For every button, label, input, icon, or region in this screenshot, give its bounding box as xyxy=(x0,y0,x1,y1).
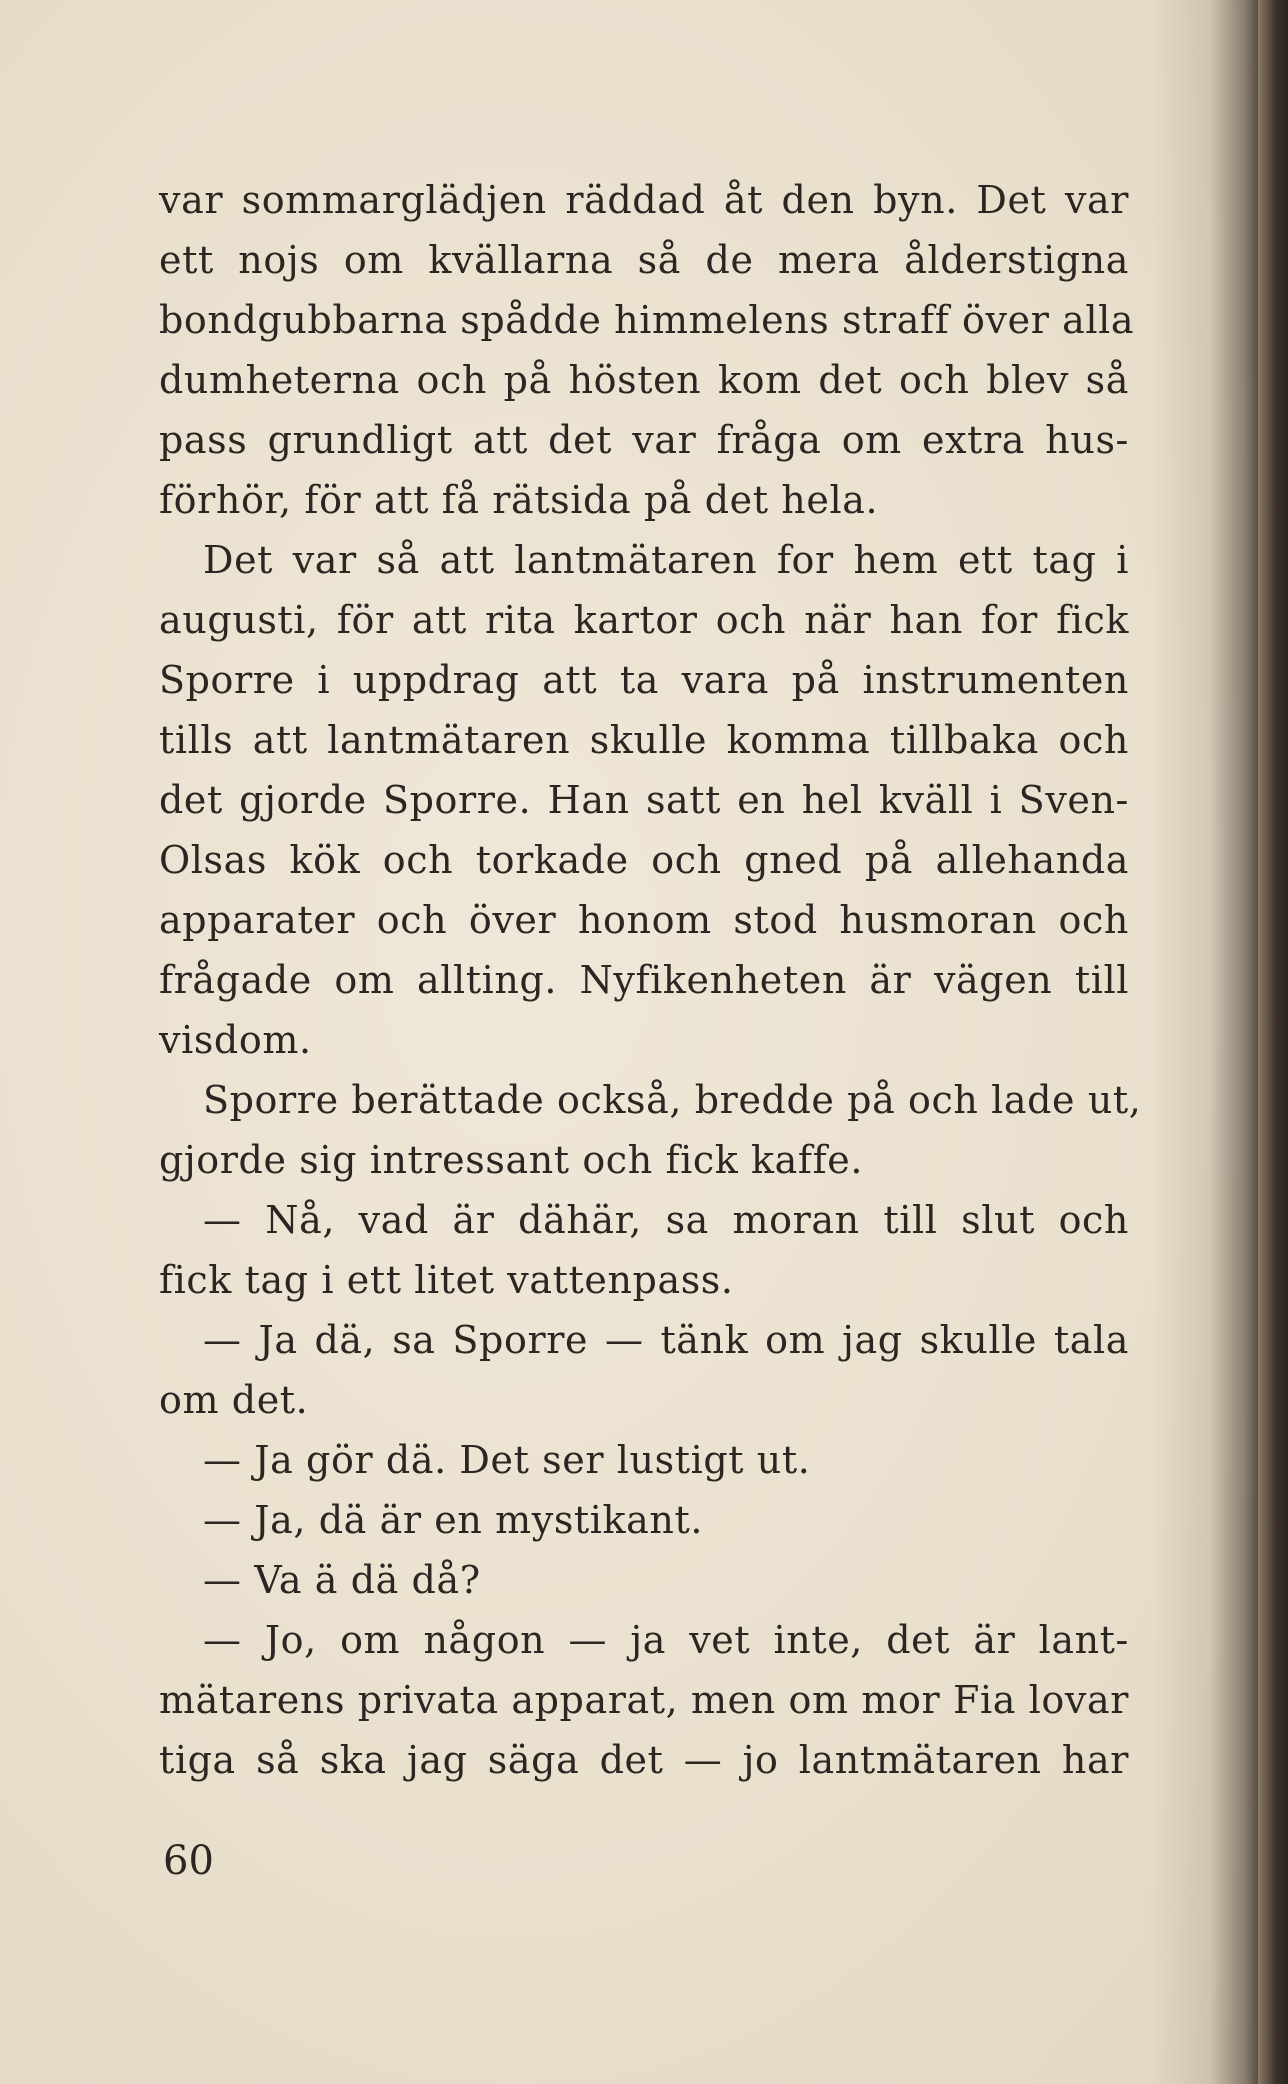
text-line: visdom. xyxy=(159,1018,312,1062)
page-number: 60 xyxy=(163,1838,214,1884)
text-line: fick tag i ett litet vattenpass. xyxy=(159,1258,734,1302)
text-line: mätarens privata apparat, men om mor Fia lovar xyxy=(159,1678,1129,1722)
text-line: Olsas kök och torkade och gned på allehanda xyxy=(159,838,1129,882)
text-line: pass grundligt att det var fråga om extra hus- xyxy=(159,418,1129,462)
text-line: dumheterna och på hösten kom det och blev så xyxy=(159,358,1129,402)
text-line: Sporre i uppdrag att ta vara på instrumenten xyxy=(159,658,1129,702)
text-line: tills att lantmätaren skulle komma tillbaka och xyxy=(159,718,1129,762)
text-line: ett nojs om kvällarna så de mera ålderstigna xyxy=(159,238,1129,282)
text-line: förhör, för att få rätsida på det hela. xyxy=(159,478,879,522)
text-line: augusti, för att rita kartor och när han for fick xyxy=(159,598,1129,642)
text-line: det gjorde Sporre. Han satt en hel kväll i Sven- xyxy=(159,778,1129,822)
text-line: Sporre berättade också, bredde på och lade ut, xyxy=(203,1078,1142,1122)
text-line: gjorde sig intressant och fick kaffe. xyxy=(159,1138,864,1182)
text-line: Det var så att lantmätaren for hem ett tag i xyxy=(203,538,1129,582)
body-text xyxy=(159,170,1142,1790)
text-line: — Va ä dä då? xyxy=(203,1558,481,1602)
text-line: — Jo, om någon — ja vet inte, det är lant- xyxy=(203,1618,1129,1662)
text-line: apparater och över honom stod husmoran och xyxy=(159,898,1129,942)
text-line: — Nå, vad är dähär, sa moran till slut och xyxy=(203,1198,1129,1242)
text-line: om det. xyxy=(159,1378,309,1422)
text-line: — Ja gör dä. Det ser lustigt ut. xyxy=(203,1438,811,1482)
text-line: var sommarglädjen räddad åt den byn. Det var xyxy=(159,178,1129,222)
text-line: — Ja, dä är en mystikant. xyxy=(203,1498,704,1542)
book-spine-shadow xyxy=(1258,0,1288,2084)
text-line: frågade om allting. Nyfikenheten är vägen till xyxy=(159,958,1129,1002)
text-line: bondgubbarna spådde himmelens straff över alla xyxy=(159,298,1135,342)
text-line: tiga så ska jag säga det — jo lantmätaren har xyxy=(159,1738,1129,1782)
text-line: — Ja dä, sa Sporre — tänk om jag skulle tala xyxy=(203,1318,1129,1362)
